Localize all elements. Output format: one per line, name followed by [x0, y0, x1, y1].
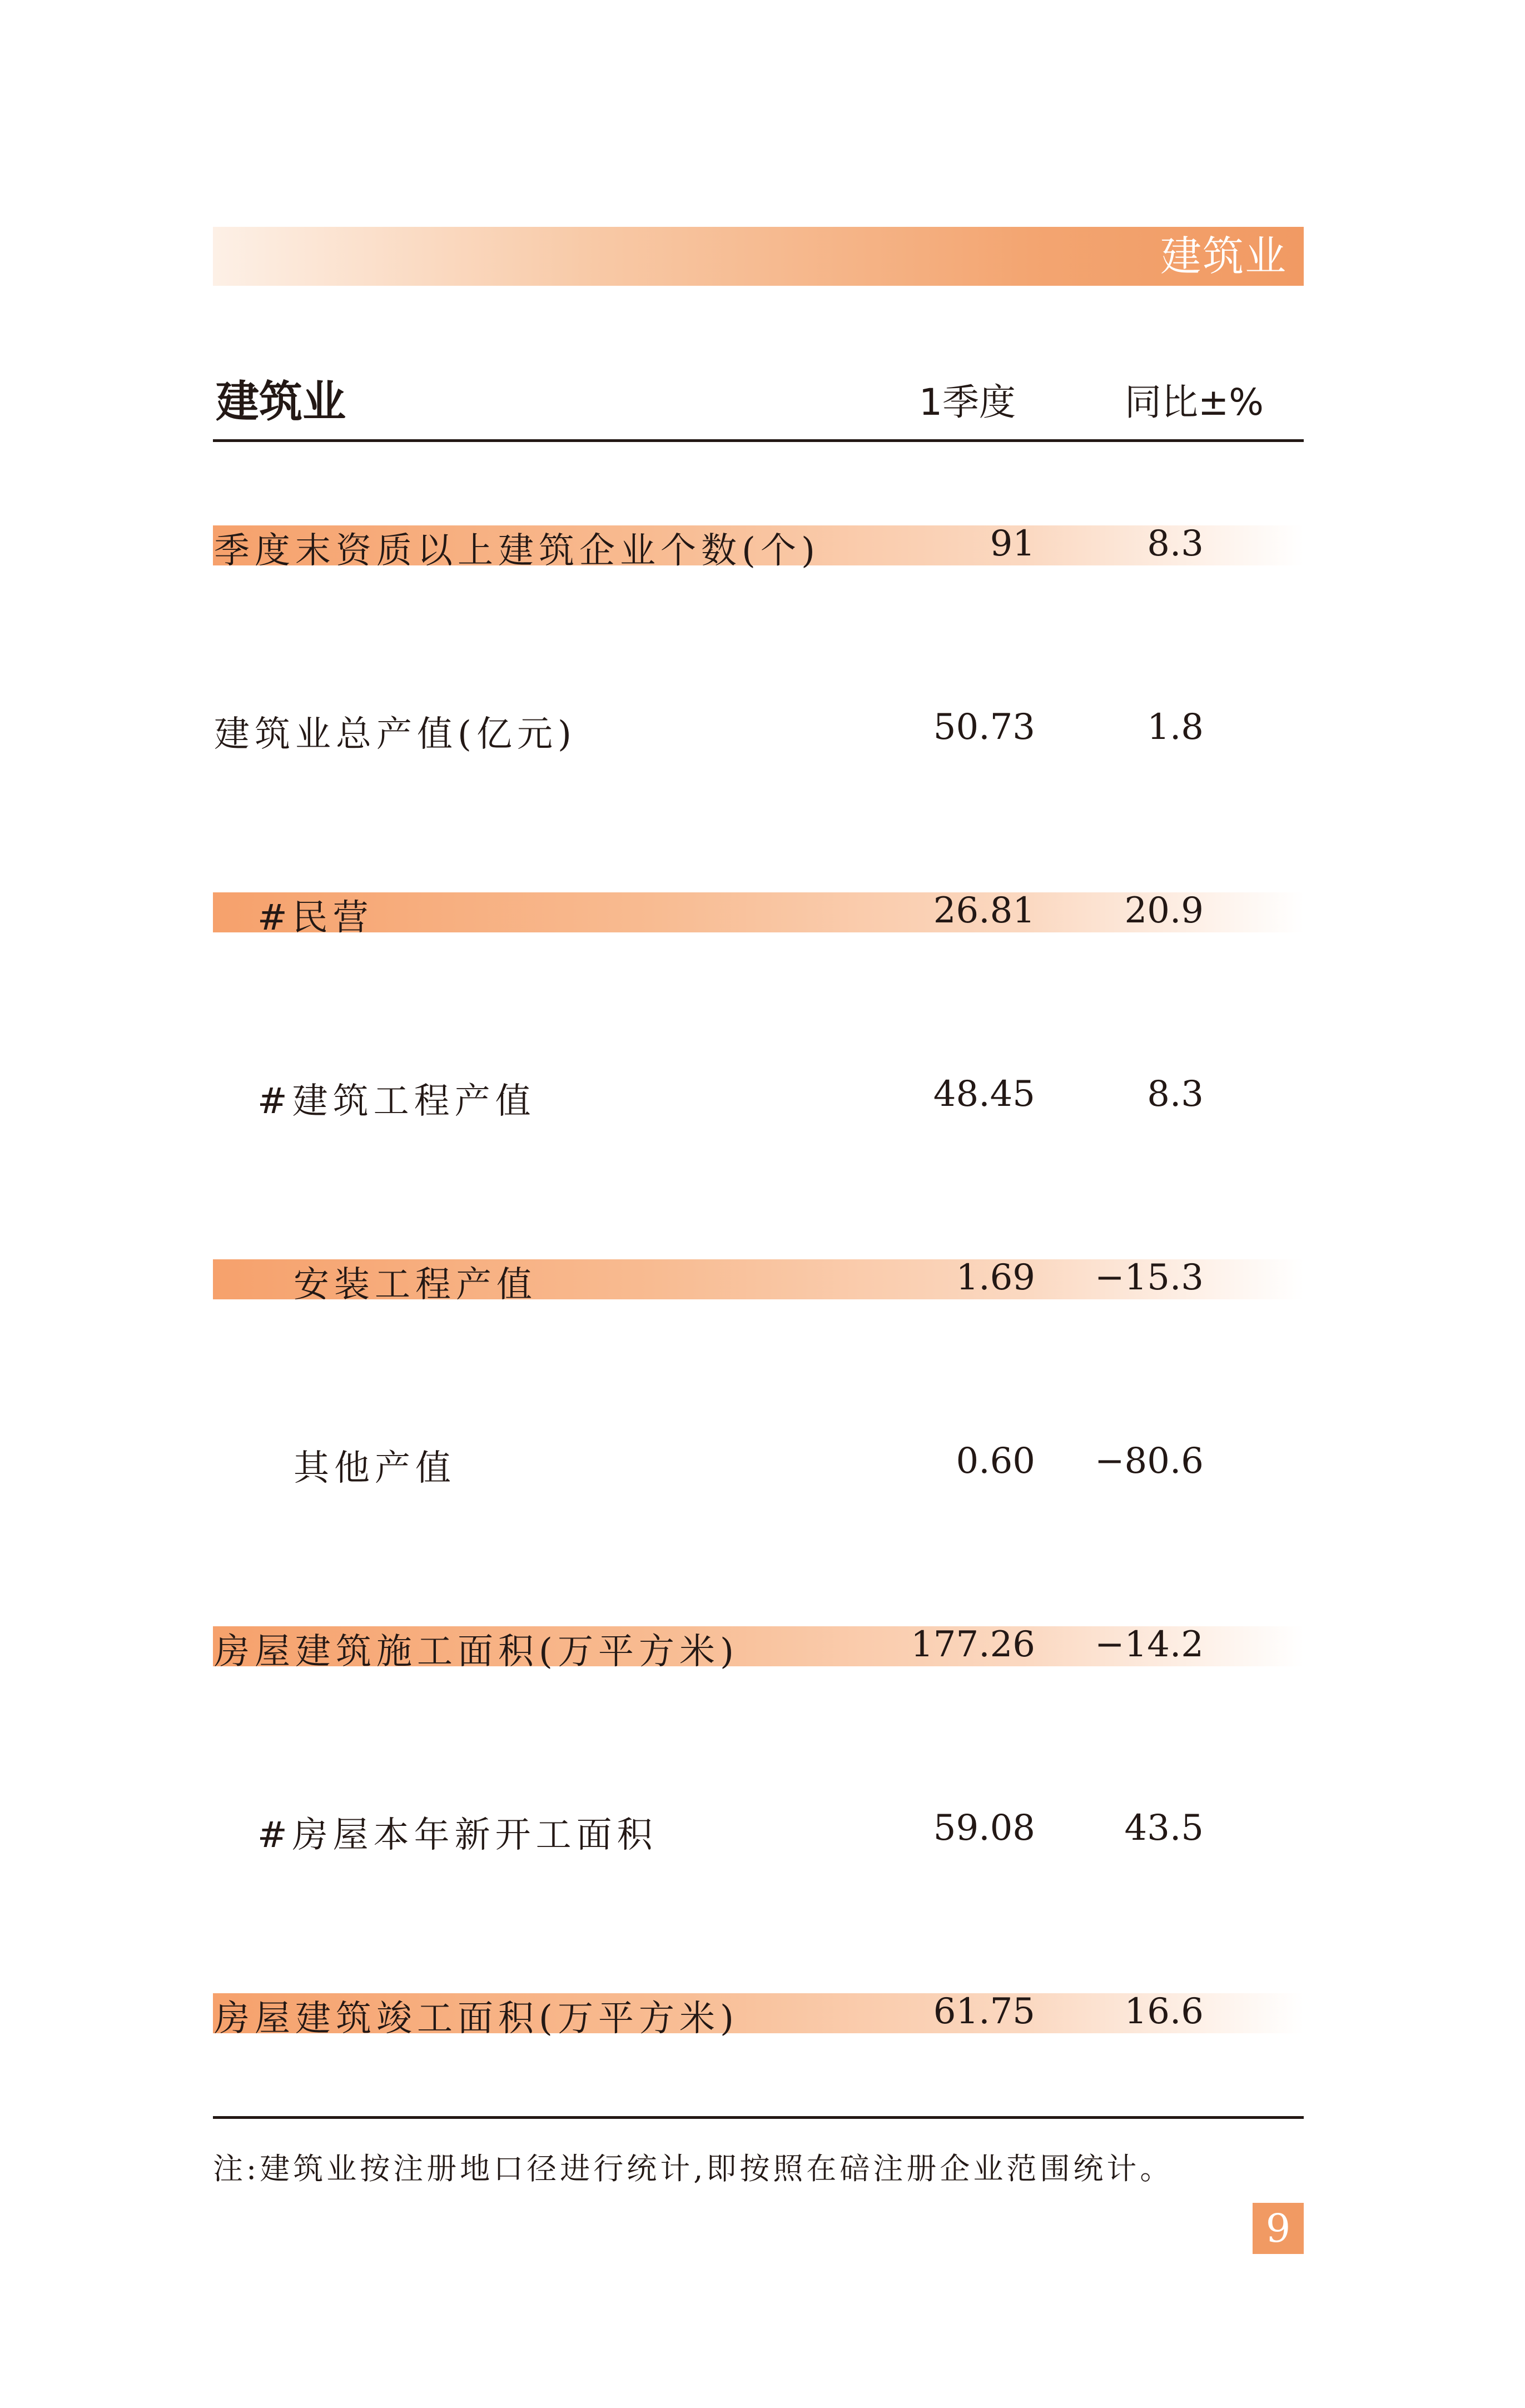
- table-row: [213, 1257, 1304, 1305]
- table-row: [213, 1624, 1304, 1672]
- header-q1: 1季度: [919, 381, 1016, 424]
- footnote: 注:建筑业按注册地口径进行统计,即按照在碚注册企业范围统计。: [213, 2151, 1174, 2186]
- row-q1-value: 1.69: [956, 1257, 1035, 1298]
- page-number: 9: [1253, 2203, 1304, 2254]
- row-label: #民营: [257, 897, 374, 939]
- row-yoy-value: −80.6: [1094, 1441, 1204, 1482]
- row-q1-value: 59.08: [933, 1808, 1035, 1849]
- table-row: [213, 1441, 1304, 1489]
- row-yoy-value: −15.3: [1094, 1257, 1204, 1298]
- row-label: 安装工程产值: [294, 1264, 537, 1305]
- row-label: #房屋本年新开工面积: [257, 1815, 658, 1856]
- table-row: [213, 1991, 1304, 2039]
- row-yoy-value: 1.8: [1147, 707, 1204, 748]
- row-yoy-value: 8.3: [1147, 523, 1204, 564]
- row-q1-value: 177.26: [911, 1624, 1035, 1665]
- row-label: #建筑工程产值: [257, 1081, 536, 1122]
- row-q1-value: 26.81: [933, 890, 1035, 931]
- row-q1-value: 91: [990, 523, 1035, 564]
- row-q1-value: 0.60: [956, 1441, 1035, 1482]
- row-label: 建筑业总产值(亿元): [214, 714, 577, 755]
- row-label: 季度末资质以上建筑企业个数(个): [214, 530, 820, 572]
- table-row: [213, 1808, 1304, 1856]
- row-yoy-value: 20.9: [1124, 890, 1204, 931]
- row-yoy-value: −14.2: [1094, 1624, 1204, 1665]
- header-yoy: 同比±%: [1125, 381, 1264, 424]
- row-q1-value: 50.73: [933, 707, 1035, 748]
- row-label: 房屋建筑竣工面积(万平方米): [214, 1998, 739, 2039]
- row-label: 房屋建筑施工面积(万平方米): [214, 1631, 739, 1672]
- footer-divider: [213, 2116, 1304, 2119]
- section-title: 建筑业: [1160, 232, 1287, 280]
- table-row: [213, 1074, 1304, 1122]
- table-row: [213, 890, 1304, 939]
- table-header: [213, 356, 1304, 442]
- row-yoy-value: 8.3: [1147, 1074, 1204, 1115]
- row-q1-value: 61.75: [933, 1991, 1035, 2032]
- table-row: [213, 523, 1304, 572]
- row-yoy-value: 16.6: [1124, 1991, 1204, 2032]
- row-q1-value: 48.45: [933, 1074, 1035, 1115]
- header-indicator-name: 建筑业: [216, 377, 346, 427]
- section-banner: [213, 227, 1304, 286]
- row-yoy-value: 43.5: [1124, 1808, 1204, 1849]
- row-label: 其他产值: [294, 1448, 456, 1489]
- table-row: [213, 707, 1304, 755]
